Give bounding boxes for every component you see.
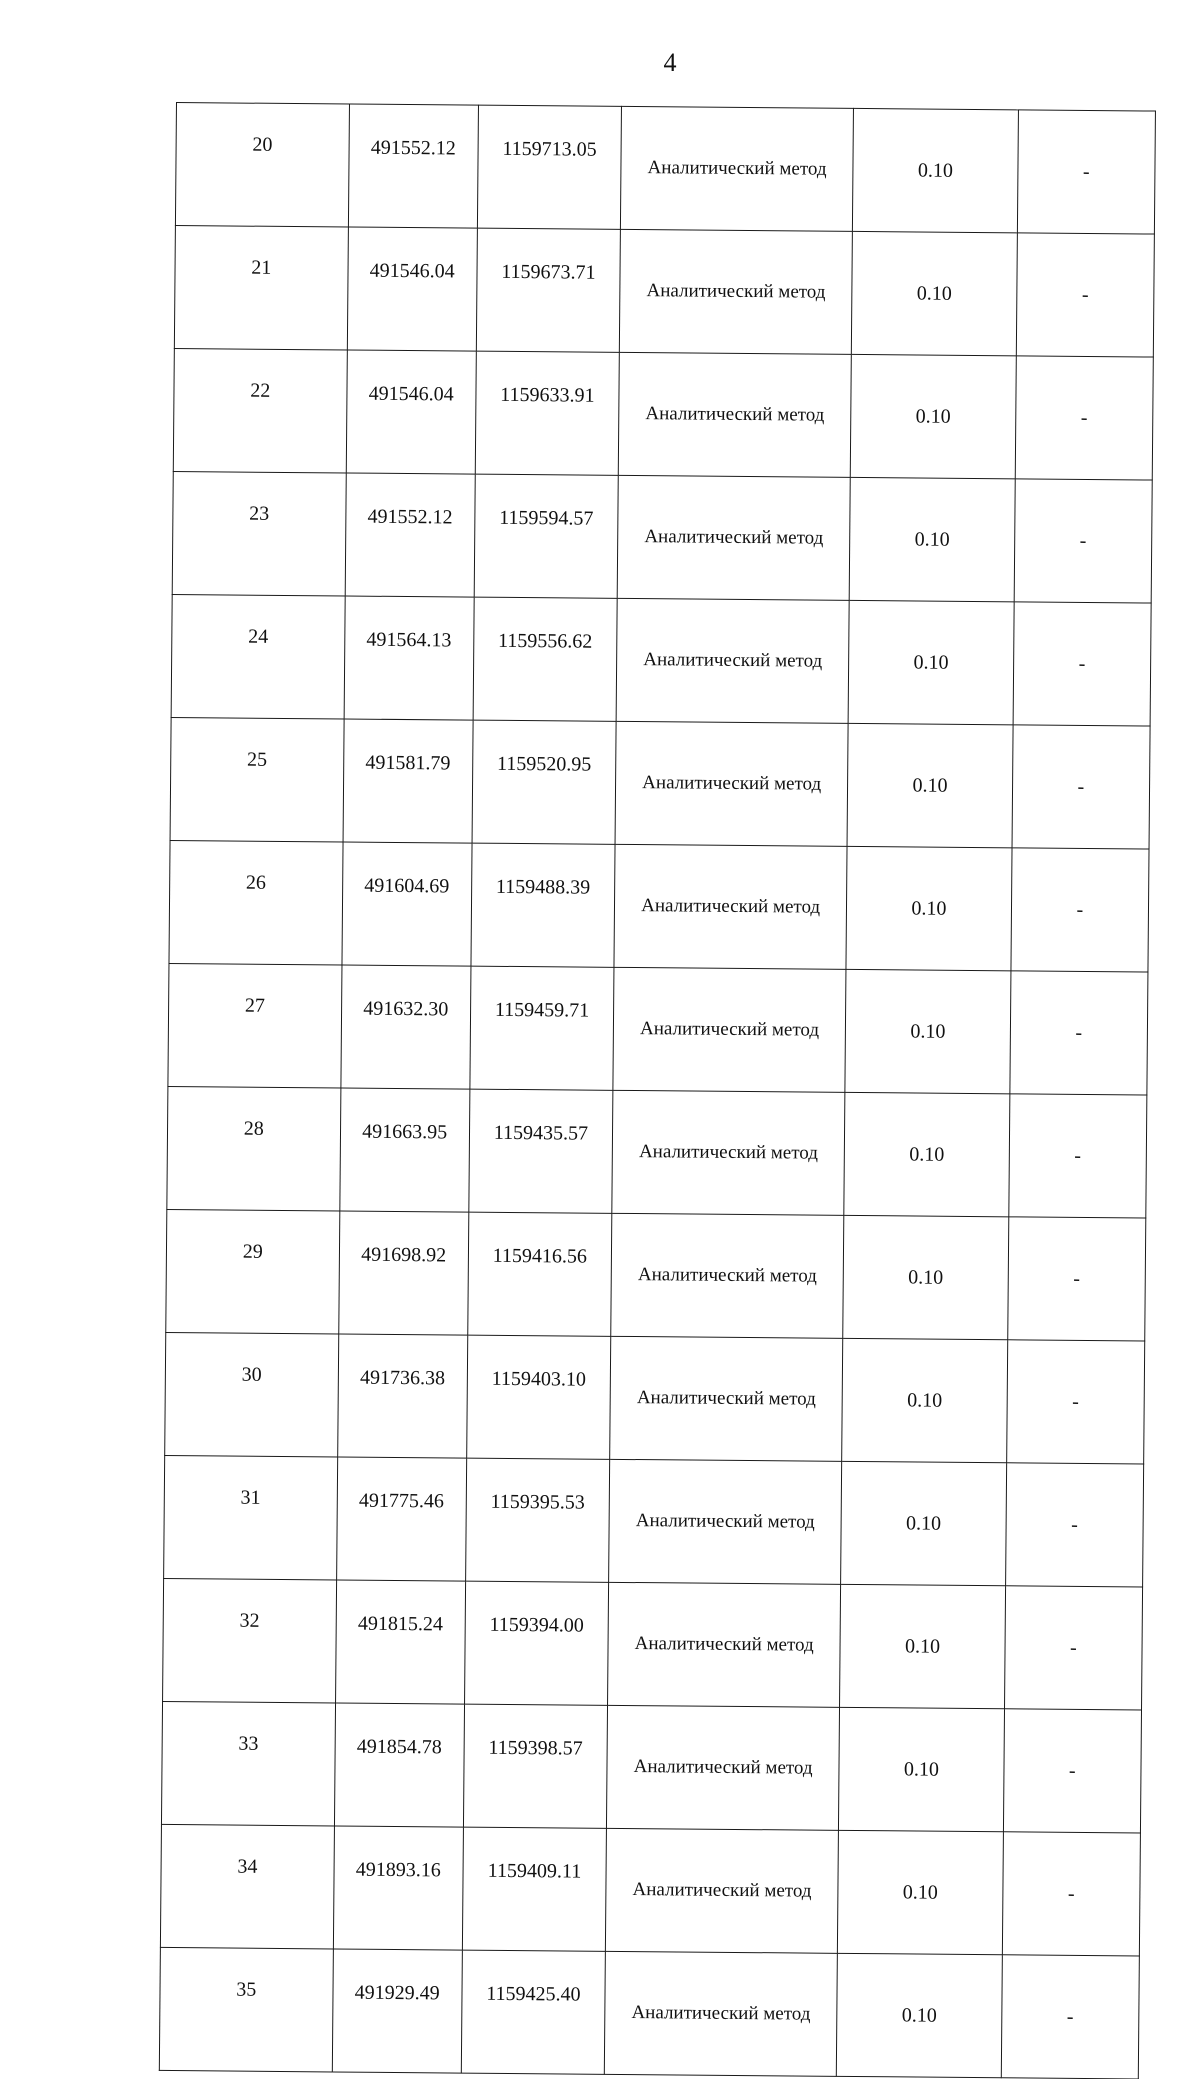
table-row bbox=[164, 1455, 1144, 1587]
x-coordinate-cell: 491736.38 bbox=[337, 1334, 467, 1458]
table-row bbox=[166, 1209, 1146, 1341]
table-row bbox=[167, 1086, 1147, 1218]
table-row bbox=[170, 717, 1150, 849]
x-coordinate-cell: 491929.49 bbox=[332, 1949, 462, 2073]
method-cell: Аналитический метод bbox=[618, 352, 851, 477]
table-row bbox=[159, 1947, 1139, 2079]
point-number-cell: 22 bbox=[173, 348, 347, 473]
accuracy-cell: 0.10 bbox=[842, 1338, 1008, 1462]
x-coordinate-cell: 491632.30 bbox=[340, 965, 470, 1089]
y-coordinate-cell: 1159520.95 bbox=[472, 720, 616, 844]
point-number-cell: 31 bbox=[164, 1455, 338, 1580]
description-cell: - bbox=[1015, 356, 1153, 480]
accuracy-cell: 0.10 bbox=[840, 1584, 1006, 1708]
table-row bbox=[175, 103, 1155, 235]
point-number-cell: 26 bbox=[169, 840, 343, 965]
method-cell: Аналитический метод bbox=[617, 475, 850, 600]
description-cell: - bbox=[1017, 110, 1155, 234]
description-cell: - bbox=[1014, 479, 1152, 603]
table-row bbox=[173, 348, 1153, 480]
point-number-cell: 30 bbox=[165, 1332, 339, 1457]
point-number-cell: 32 bbox=[163, 1578, 337, 1703]
y-coordinate-cell: 1159459.71 bbox=[470, 966, 614, 1090]
point-number-cell: 23 bbox=[172, 471, 346, 596]
x-coordinate-cell: 491893.16 bbox=[333, 1826, 463, 1950]
y-coordinate-cell: 1159633.91 bbox=[475, 351, 619, 475]
point-number-cell: 28 bbox=[167, 1086, 341, 1211]
y-coordinate-cell: 1159409.11 bbox=[462, 1827, 606, 1951]
y-coordinate-cell: 1159713.05 bbox=[477, 105, 621, 229]
accuracy-cell: 0.10 bbox=[846, 846, 1012, 970]
description-cell: - bbox=[1007, 1217, 1145, 1341]
accuracy-cell: 0.10 bbox=[836, 1953, 1002, 2077]
accuracy-cell: 0.10 bbox=[843, 1215, 1009, 1339]
point-number-cell: 34 bbox=[160, 1824, 334, 1949]
table-row bbox=[160, 1824, 1140, 1956]
method-cell: Аналитический метод bbox=[619, 229, 852, 354]
method-cell: Аналитический метод bbox=[613, 967, 846, 1092]
y-coordinate-cell: 1159594.57 bbox=[474, 474, 618, 598]
description-cell: - bbox=[1003, 1709, 1141, 1833]
accuracy-cell: 0.10 bbox=[848, 600, 1014, 724]
description-cell: - bbox=[1016, 233, 1154, 357]
point-number-cell: 33 bbox=[161, 1701, 335, 1826]
x-coordinate-cell: 491854.78 bbox=[334, 1703, 464, 1827]
method-cell: Аналитический метод bbox=[611, 1213, 844, 1338]
page-number: 4 bbox=[663, 48, 677, 77]
y-coordinate-cell: 1159435.57 bbox=[469, 1089, 613, 1213]
method-cell: Аналитический метод bbox=[609, 1459, 842, 1584]
x-coordinate-cell: 491775.46 bbox=[336, 1457, 466, 1581]
table-row bbox=[168, 963, 1148, 1095]
y-coordinate-cell: 1159425.40 bbox=[461, 1950, 605, 2074]
y-coordinate-cell: 1159394.00 bbox=[464, 1581, 608, 1705]
table-row bbox=[169, 840, 1149, 972]
table-row bbox=[161, 1701, 1141, 1833]
table-row bbox=[163, 1578, 1143, 1710]
point-number-cell: 21 bbox=[174, 225, 348, 350]
accuracy-cell: 0.10 bbox=[844, 1092, 1010, 1216]
x-coordinate-cell: 491581.79 bbox=[343, 719, 473, 843]
point-number-cell: 29 bbox=[166, 1209, 340, 1334]
x-coordinate-cell: 491564.13 bbox=[344, 596, 474, 720]
x-coordinate-cell: 491552.12 bbox=[348, 104, 478, 228]
method-cell: Аналитический метод bbox=[620, 106, 853, 231]
accuracy-cell: 0.10 bbox=[841, 1461, 1007, 1585]
y-coordinate-cell: 1159673.71 bbox=[476, 228, 620, 352]
accuracy-cell: 0.10 bbox=[853, 108, 1019, 232]
description-cell: - bbox=[1009, 1094, 1147, 1218]
x-coordinate-cell: 491604.69 bbox=[342, 842, 472, 966]
point-number-cell: 35 bbox=[159, 1947, 333, 2072]
method-cell: Аналитический метод bbox=[612, 1090, 845, 1215]
description-cell: - bbox=[1001, 1955, 1139, 2079]
point-number-cell: 27 bbox=[168, 963, 342, 1088]
y-coordinate-cell: 1159556.62 bbox=[473, 597, 617, 721]
accuracy-cell: 0.10 bbox=[850, 354, 1016, 478]
accuracy-cell: 0.10 bbox=[845, 969, 1011, 1093]
coordinates-table-body bbox=[159, 103, 1155, 2079]
accuracy-cell: 0.10 bbox=[849, 477, 1015, 601]
point-number-cell: 25 bbox=[170, 717, 344, 842]
x-coordinate-cell: 491552.12 bbox=[345, 473, 475, 597]
x-coordinate-cell: 491546.04 bbox=[347, 227, 477, 351]
method-cell: Аналитический метод bbox=[604, 1951, 837, 2076]
x-coordinate-cell: 491698.92 bbox=[338, 1211, 468, 1335]
y-coordinate-cell: 1159395.53 bbox=[465, 1458, 609, 1582]
accuracy-cell: 0.10 bbox=[847, 723, 1013, 847]
x-coordinate-cell: 491546.04 bbox=[346, 350, 476, 474]
description-cell: - bbox=[1002, 1832, 1140, 1956]
y-coordinate-cell: 1159398.57 bbox=[463, 1704, 607, 1828]
table-row bbox=[174, 225, 1154, 357]
method-cell: Аналитический метод bbox=[614, 844, 847, 969]
coordinates-table bbox=[159, 102, 1156, 2079]
description-cell: - bbox=[1005, 1463, 1143, 1587]
method-cell: Аналитический метод bbox=[610, 1336, 843, 1461]
point-number-cell: 20 bbox=[175, 103, 349, 228]
description-cell: - bbox=[1010, 971, 1148, 1095]
description-cell: - bbox=[1006, 1340, 1144, 1464]
table-row bbox=[171, 594, 1151, 726]
accuracy-cell: 0.10 bbox=[838, 1830, 1004, 1954]
x-coordinate-cell: 491815.24 bbox=[335, 1580, 465, 1704]
method-cell: Аналитический метод bbox=[607, 1705, 840, 1830]
point-number-cell: 24 bbox=[171, 594, 345, 719]
method-cell: Аналитический метод bbox=[605, 1828, 838, 1953]
y-coordinate-cell: 1159488.39 bbox=[471, 843, 615, 967]
description-cell: - bbox=[1012, 725, 1150, 849]
x-coordinate-cell: 491663.95 bbox=[339, 1088, 469, 1212]
table-row bbox=[172, 471, 1152, 603]
accuracy-cell: 0.10 bbox=[839, 1707, 1005, 1831]
method-cell: Аналитический метод bbox=[615, 721, 848, 846]
table-row bbox=[165, 1332, 1145, 1464]
y-coordinate-cell: 1159416.56 bbox=[468, 1212, 612, 1336]
method-cell: Аналитический метод bbox=[616, 598, 849, 723]
method-cell: Аналитический метод bbox=[608, 1582, 841, 1707]
description-cell: - bbox=[1013, 602, 1151, 726]
accuracy-cell: 0.10 bbox=[852, 231, 1018, 355]
description-cell: - bbox=[1011, 848, 1149, 972]
y-coordinate-cell: 1159403.10 bbox=[466, 1335, 610, 1459]
description-cell: - bbox=[1004, 1586, 1142, 1710]
